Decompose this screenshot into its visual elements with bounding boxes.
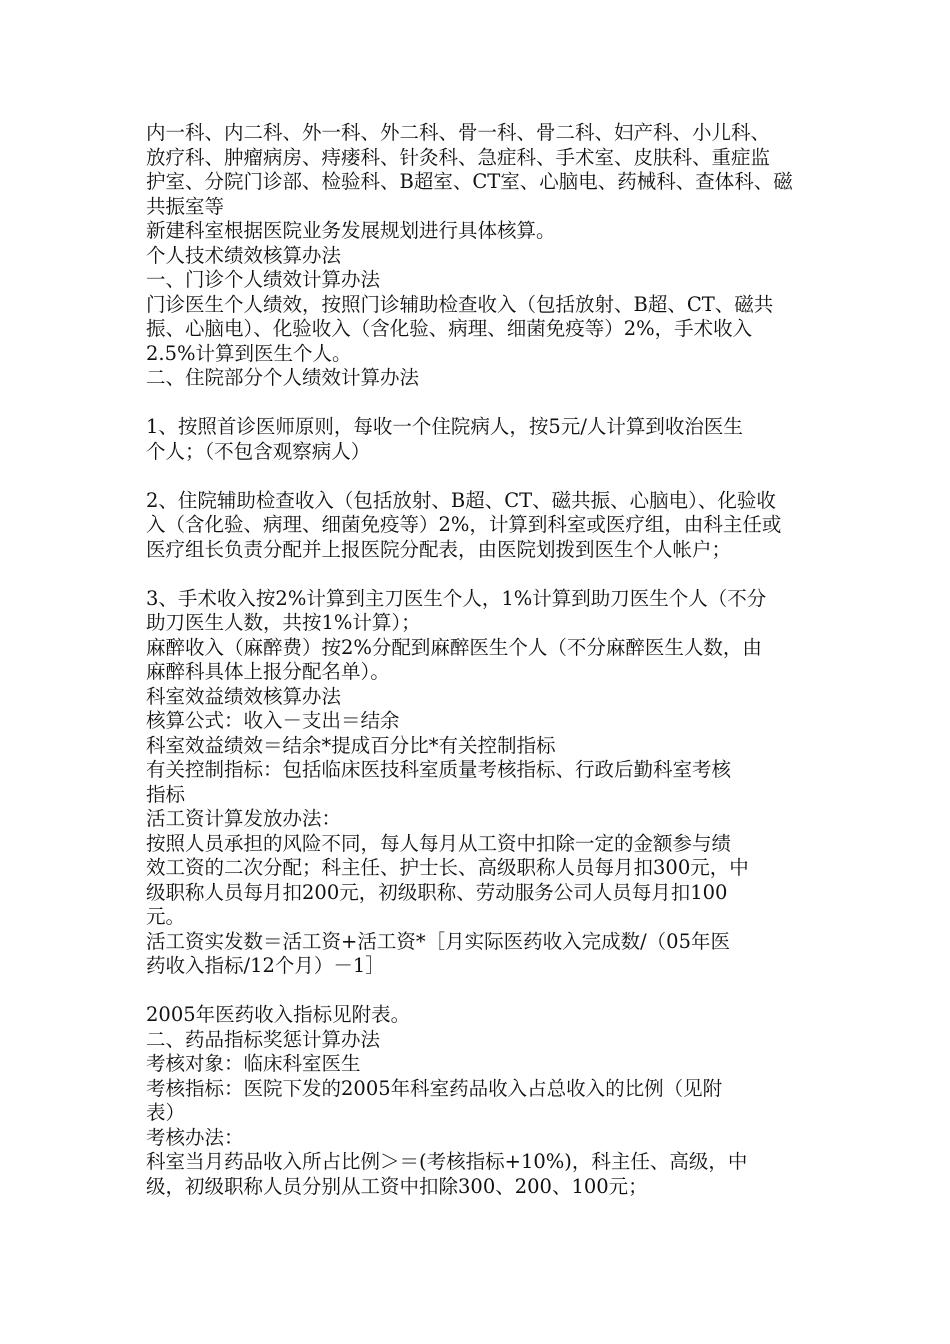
text-line: 元。 xyxy=(146,905,186,928)
text-line: 考核对象：临床科室医生 xyxy=(146,1052,361,1075)
text-line: 科室效益绩效＝结余*提成百分比*有关控制指标 xyxy=(146,733,556,757)
text-line: 药收入指标/12个月）－1］ xyxy=(146,954,385,977)
text-line: 振、心脑电）、化验收入（含化验、病理、细菌免疫等）2%，手术收入 xyxy=(146,317,753,340)
text-line: 科室效益绩效核算办法 xyxy=(146,684,342,708)
text-line: 按照人员承担的风险不同，每人每月从工资中扣除一定的金额参与绩 xyxy=(146,831,732,855)
text-line: 放疗科、肿瘤病房、痔瘘科、针灸科、急症科、手术室、皮肤科、重症监 xyxy=(146,145,771,169)
text-line: 活工资计算发放办法： xyxy=(146,807,342,830)
blank-line xyxy=(146,391,816,416)
text-line: 2.5%计算到医生个人。 xyxy=(146,341,352,365)
text-line: 级职称人员每月扣200元，初级职称、劳动服务公司人员每月扣100 xyxy=(146,880,728,904)
text-line: 2005年医药收入指标见附表。 xyxy=(146,1003,411,1026)
text-line: 3、手术收入按2%计算到主刀医生个人，1%计算到助刀医生个人（不分 xyxy=(146,586,767,610)
text-line: 效工资的二次分配；科主任、护士长、高级职称人员每月扣300元，中 xyxy=(146,856,749,879)
text-line: 二、药品指标奖惩计算办法 xyxy=(146,1027,381,1051)
text-line: 表） xyxy=(146,1101,186,1124)
text-line: 医疗组长负责分配并上报医院分配表，由医院划拨到医生个人帐户； xyxy=(146,537,732,561)
text-line: 科室当月药品收入所占比例＞＝(考核指标+10%)，科主任、高级，中 xyxy=(146,1150,748,1173)
text-line: 1、按照首诊医师原则，每收一个住院病人，按5元/人计算到收治医生 xyxy=(146,415,743,438)
text-line: 二、住院部分个人绩效计算办法 xyxy=(146,366,420,389)
text-line: 入（含化验、病理、细菌免疫等）2%，计算到科室或医疗组，由科主任或 xyxy=(146,513,782,536)
text-line: 门诊医生个人绩效，按照门诊辅助检查收入（包括放射、B超、CT、磁共 xyxy=(146,292,774,316)
text-line: 核算公式：收入－支出＝结余 xyxy=(146,709,400,732)
text-line: 个人；（不包含观察病人） xyxy=(146,439,371,463)
text-line: 活工资实发数＝活工资+活工资*［月实际医药收入完成数/（05年医 xyxy=(146,929,730,953)
text-line: 个人技术绩效核算办法 xyxy=(146,243,342,267)
blank-line xyxy=(146,464,816,489)
text-line: 2、住院辅助检查收入（包括放射、B超、CT、磁共振、心脑电）、化验收 xyxy=(146,488,776,512)
blank-line xyxy=(146,562,816,587)
text-line: 级，初级职称人员分别从工资中扣除300、200、100元； xyxy=(146,1174,648,1198)
text-line: 一、门诊个人绩效计算办法 xyxy=(146,268,381,291)
text-line: 考核指标：医院下发的2005年科室药品收入占总收入的比例（见附 xyxy=(146,1076,723,1100)
text-line: 新建科室根据医院业务发展规划进行具体核算。 xyxy=(146,219,556,242)
blank-line xyxy=(146,979,816,1004)
text-line: 指标 xyxy=(146,782,186,806)
text-line: 考核办法： xyxy=(146,1125,244,1149)
document-body xyxy=(146,121,816,1199)
text-line: 共振室等 xyxy=(146,194,225,218)
text-line: 助刀医生人数，共按1%计算）； xyxy=(146,611,421,634)
text-line: 护室、分院门诊部、检验科、B超室、CT室、心脑电、药械科、查体科、磁 xyxy=(146,170,793,193)
text-line: 有关控制指标：包括临床医技科室质量考核指标、行政后勤科室考核 xyxy=(146,758,732,781)
text-line: 内一科、内二科、外一科、外二科、骨一科、骨二科、妇产科、小儿科、 xyxy=(146,121,771,144)
text-line: 麻醉科具体上报分配名单）。 xyxy=(146,660,390,683)
text-line: 麻醉收入（麻醉费）按2%分配到麻醉医生个人（不分麻醉医生人数，由 xyxy=(146,635,762,659)
